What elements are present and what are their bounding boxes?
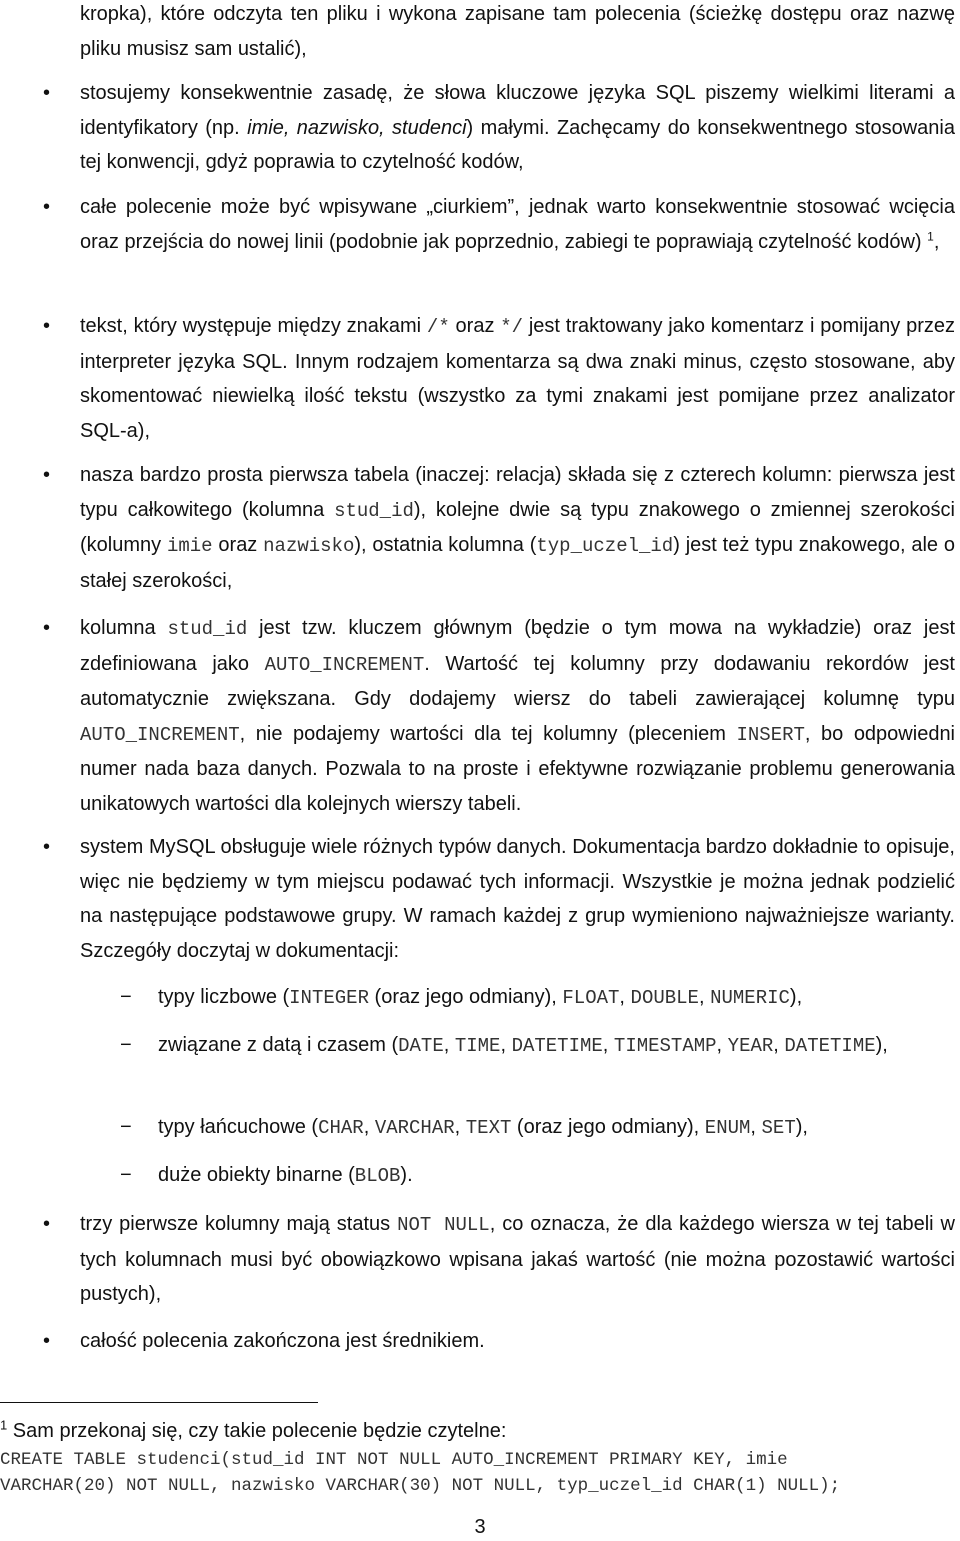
code-text: typ_uczel_id: [536, 535, 674, 557]
code-text: NOT NULL: [397, 1214, 490, 1236]
code-text: stud_id: [167, 618, 248, 640]
paragraph-text: kolumna: [80, 617, 168, 639]
paragraph-text: , co oznacza, że dla każdego wiersza w tej tabeli w tych kolumnach musi być obowiązkowo wpisana jakaś wartość (nie można pozostawić wartości pustych),: [80, 1213, 955, 1305]
dash-marker: −: [120, 1116, 132, 1138]
paragraph-text: ), ostatnia kolumna (: [354, 534, 537, 556]
code-text: /*: [426, 316, 450, 338]
paragraph-text: (oraz jego odmiany),: [511, 1116, 705, 1138]
code-text: DATE: [398, 1035, 444, 1057]
paragraph-text: ,: [363, 1116, 375, 1138]
code-text: SET: [761, 1117, 796, 1139]
dash-marker: −: [120, 1164, 132, 1186]
code-text: INTEGER: [289, 987, 369, 1009]
paragraph-text: całe polecenie może być wpisywane „ciurkiem”, jednak warto konsekwentnie stosować wcięcia oraz przejścia do nowej linii (podobnie jak poprzednio, zabiegi te poprawiają czytelność kodów): [80, 196, 955, 253]
code-text: BLOB: [354, 1165, 401, 1187]
paragraph-text: (oraz jego odmiany),: [368, 986, 563, 1008]
code-text: VARCHAR: [374, 1117, 455, 1139]
footnote-ref: 1: [927, 228, 934, 243]
paragraph-text: duże obiekty binarne (: [158, 1164, 355, 1186]
bullet: •: [43, 82, 51, 104]
bullet: •: [43, 464, 51, 486]
footnote-text: Sam przekonaj się, czy takie polecenie będzie czytelne:: [7, 1420, 507, 1442]
footnote-separator: [0, 1402, 318, 1403]
paragraph-text: ,: [750, 1116, 762, 1138]
bullet: •: [43, 315, 51, 337]
paragraph-text: ,: [443, 1034, 455, 1056]
paragraph-text: . Wartość tej kolumny przy dodawaniu rekordów jest automatycznie zwiększana. Gdy dodajemy wiersz do tabeli zawierającej kolumnę typu: [80, 652, 955, 710]
paragraph-text: jest tzw. kluczem głównym (będzie o tym mowa na wykładzie) oraz jest zdefiniowana jako: [80, 617, 955, 675]
paragraph-text: , nie podajemy wartości dla tej kolumny (pleceniem: [239, 722, 737, 745]
code-text: TEXT: [465, 1117, 512, 1139]
paragraph-text: system MySQL obsługuje wiele różnych typów danych. Dokumentacja bardzo dokładnie to opisuje, więc nie będziemy w tym miejscu podawać tych informacji. Wszystkie je można jednak podzielić na następujące podstawowe grupy. W ramach każdej z grup wymieniono najważniejsze warianty. Szczegóły doczytaj w dokumentacji:: [80, 836, 955, 962]
code-text: ENUM: [704, 1117, 751, 1139]
bullet: •: [43, 1330, 51, 1352]
list-item: [43, 611, 956, 821]
paragraph-text: oraz: [212, 534, 264, 556]
paragraph-text: ,: [933, 230, 940, 253]
italic-text: imie, nazwisko, studenci: [247, 116, 467, 139]
bullet: •: [43, 1213, 51, 1235]
list-item: [43, 1324, 955, 1359]
dash-marker: −: [120, 1034, 132, 1056]
paragraph-text: ,: [619, 986, 631, 1008]
page-number: 3: [474, 1516, 486, 1538]
sub-list-item: [120, 1110, 955, 1146]
bullet: •: [43, 836, 51, 858]
paragraph-text: stosujemy konsekwentnie zasadę, że słowa kluczowe języka SQL piszemy wielkimi literami a identyfikatory (np.: [80, 82, 955, 139]
paragraph-text: ),: [789, 986, 803, 1008]
paragraph-text: ,: [500, 1034, 512, 1056]
code-text: YEAR: [727, 1035, 774, 1057]
code-text: TIME: [454, 1035, 501, 1057]
paragraph-text: typy liczbowe (: [158, 986, 290, 1008]
list-item: [43, 1207, 955, 1312]
code-text: DATETIME: [784, 1035, 876, 1057]
code-text: CHAR: [318, 1117, 364, 1139]
paragraph-text: ) jest też typu znakowego, ale o stałej szerokości,: [80, 534, 955, 592]
paragraph-text: ),: [875, 1034, 888, 1056]
paragraph-text: oraz: [449, 315, 501, 337]
footnote-code-line: VARCHAR(20) NOT NULL, nazwisko VARCHAR(30) NOT NULL, typ_uczel_id CHAR(1) NULL);: [0, 1476, 841, 1496]
list-item: [43, 458, 955, 598]
paragraph-text: , bo odpowiedni numer nada baza danych. Pozwala to na proste i efektywne rozwiązanie problemu generowania unikatowych wartości dla kolejnych wierszy tabeli.: [80, 722, 956, 815]
dash-marker: −: [120, 986, 132, 1008]
paragraph-text: kropka), które odczyta ten pliku i wykona zapisane tam polecenia (ścieżkę dostępu oraz nazwę pliku musisz sam ustalić),: [80, 3, 955, 60]
paragraph-text: całość polecenia zakończona jest średnikiem.: [80, 1330, 485, 1352]
list-item: [43, 76, 955, 180]
paragraph-text: ).: [400, 1164, 413, 1186]
code-text: AUTO_INCREMENT: [264, 653, 425, 676]
code-text: INSERT: [736, 723, 805, 746]
sub-list-item: [120, 980, 955, 1016]
list-item: [43, 309, 955, 448]
paragraph-text: tekst, który występuje między znakami: [80, 315, 427, 337]
footnote-code-line: CREATE TABLE studenci(stud_id INT NOT NULL AUTO_INCREMENT PRIMARY KEY, imie: [0, 1450, 788, 1470]
code-text: stud_id: [334, 499, 414, 522]
bullet: •: [43, 617, 51, 639]
paragraph-text: nasza bardzo prosta pierwsza tabela (inaczej: relacja) składa się z czterech kolumn: pierwsza jest typu całkowitego (kolumna: [80, 464, 955, 521]
code-text: DOUBLE: [630, 987, 699, 1009]
paragraph-text: jest traktowany jako komentarz i pomijany przez interpreter języka SQL. Innym rodzajem komentarza są dwa znaki minus, często stosowane, aby skomentować niewielką ilość tekstu (wszystko za tymi znakami jest pomijane przez analizator SQL-a),: [80, 315, 955, 442]
footnote-number: 1: [0, 1417, 8, 1433]
list-item-continuation: [80, 0, 955, 66]
code-text: TIMESTAMP: [613, 1035, 717, 1057]
paragraph-text: typy łańcuchowe (: [158, 1116, 319, 1138]
code-text: DATETIME: [511, 1035, 603, 1057]
paragraph-text: ) małymi. Zachęcamy do konsekwentnego stosowania tej konwencji, gdyż poprawia to czytelność kodów,: [80, 116, 955, 173]
paragraph-text: ,: [602, 1034, 614, 1056]
paragraph-text: trzy pierwsze kolumny mają status: [80, 1213, 398, 1235]
paragraph-text: ), kolejne dwie są typu znakowego o zmiennej szerokości (kolumny: [80, 498, 955, 556]
paragraph-text: związane z datą i czasem (: [158, 1034, 399, 1056]
sub-list-item: [120, 1028, 955, 1064]
paragraph-text: ,: [698, 986, 711, 1008]
list-item: [43, 830, 955, 968]
paragraph-text: ,: [716, 1034, 728, 1056]
code-text: */: [500, 316, 524, 338]
code-text: imie: [166, 535, 213, 557]
bullet: •: [43, 196, 51, 218]
list-item: [43, 190, 955, 259]
code-text: nazwisko: [263, 535, 355, 557]
paragraph-text: ),: [795, 1116, 808, 1138]
paragraph-text: ,: [454, 1116, 466, 1138]
paragraph-text: ,: [773, 1034, 785, 1056]
footnote: [0, 1416, 960, 1446]
code-text: AUTO_INCREMENT: [80, 723, 240, 746]
sub-list-item: [120, 1158, 955, 1194]
code-text: NUMERIC: [710, 987, 790, 1009]
code-text: FLOAT: [562, 987, 620, 1009]
